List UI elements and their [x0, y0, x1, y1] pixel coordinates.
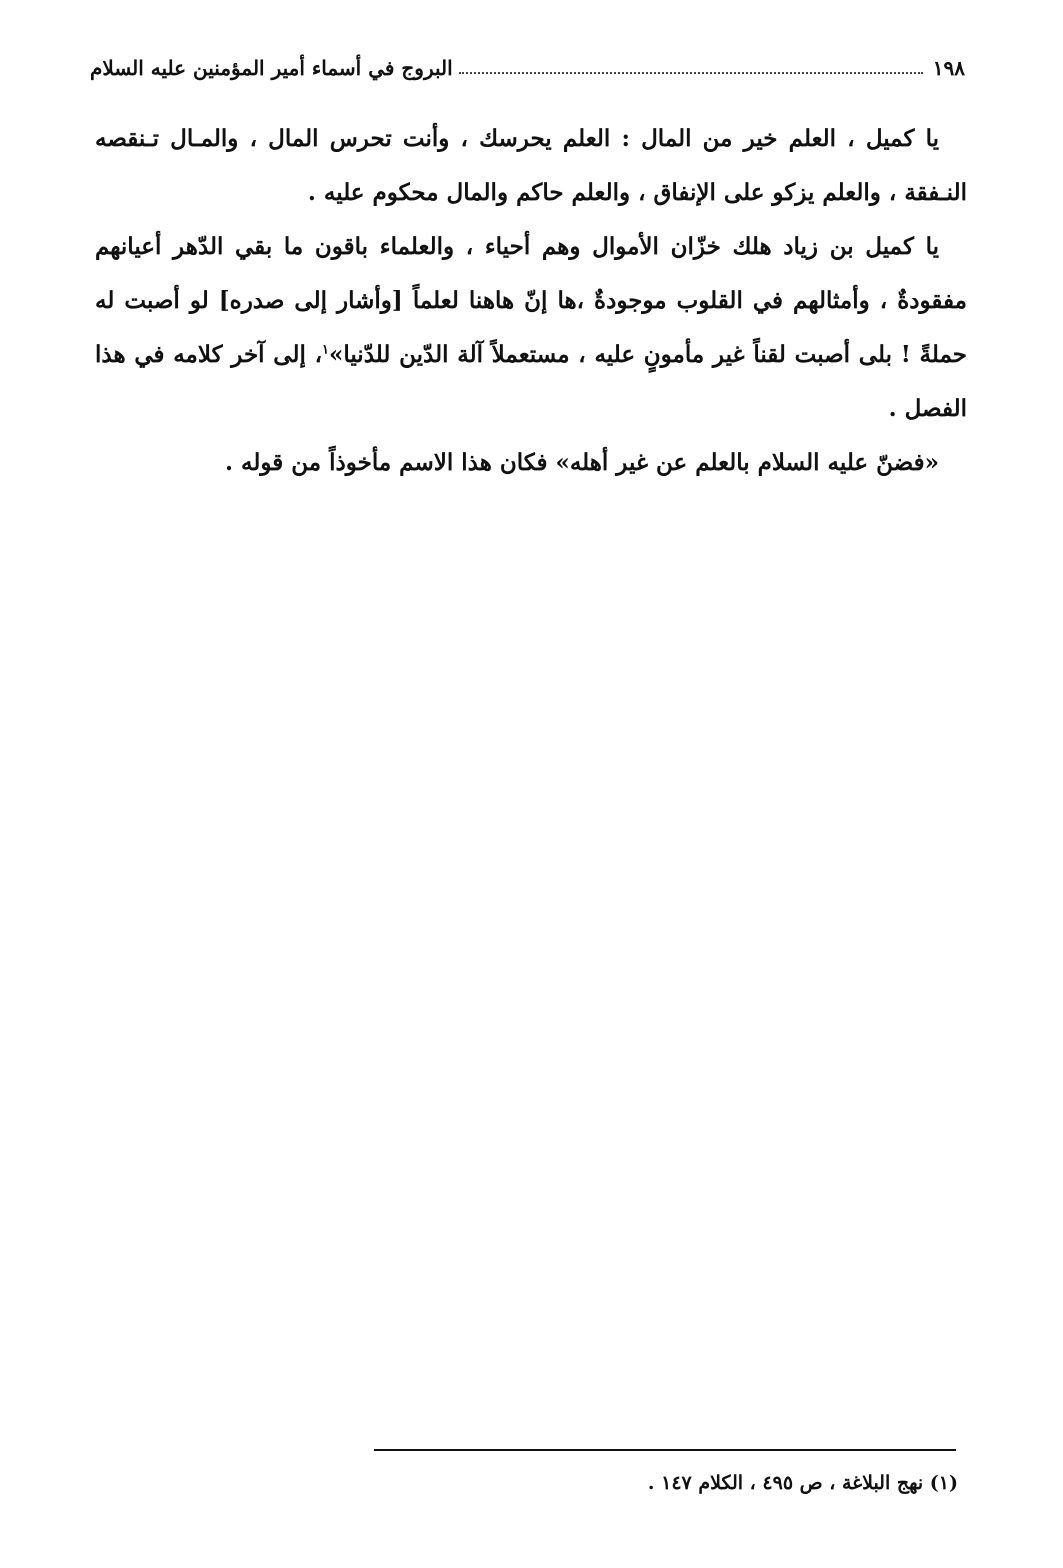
paragraph-text: ، إلى آخر كلامه في هذا الفصل . [95, 341, 967, 422]
running-title: البروج في أسماء أمير المؤمنين عليه السلام [90, 56, 453, 80]
paragraph: يا كميل ، العلم خير من المال : العلم يحرسك ، وأنت تحرس المال ، والمـال تـنقصه النـفقة ، والعلم يزكو على الإنفاق ، والعلم حاكم والمال محكوم عليه . [95, 125, 967, 206]
footnote: (١) نهج البلاغة ، ص ٤٩٥ ، الكلام ١٤٧ . [647, 1472, 958, 1494]
paragraph [95, 220, 967, 436]
body-text [95, 112, 967, 490]
footnote-separator [374, 1449, 956, 1451]
paragraph: «فضنّ عليه السلام بالعلم عن غير أهله» فكان هذا الاسم مأخوذاً من قوله . [225, 449, 939, 476]
footnote-reference: ١ [322, 342, 329, 358]
page-header [90, 46, 965, 80]
leader-dots [459, 72, 923, 74]
page-number: ١٩٨ [932, 56, 965, 80]
paragraph-text: يا كميل بن زياد هلك خزّان الأموال وهم أحياء ، والعلماء باقون ما بقي الدّهر أعيانهم مفقودةٌ ، وأمثالهم في القلوب موجودةٌ ،ها إنّ هاهنا لعلماً [وأشار إلى صدره] لو أصبت له حملةً ! بلى أصبت لقناً غير مأمونٍ عليه ، مستعملاً آلة الدّين للدّنيا» [95, 233, 967, 368]
